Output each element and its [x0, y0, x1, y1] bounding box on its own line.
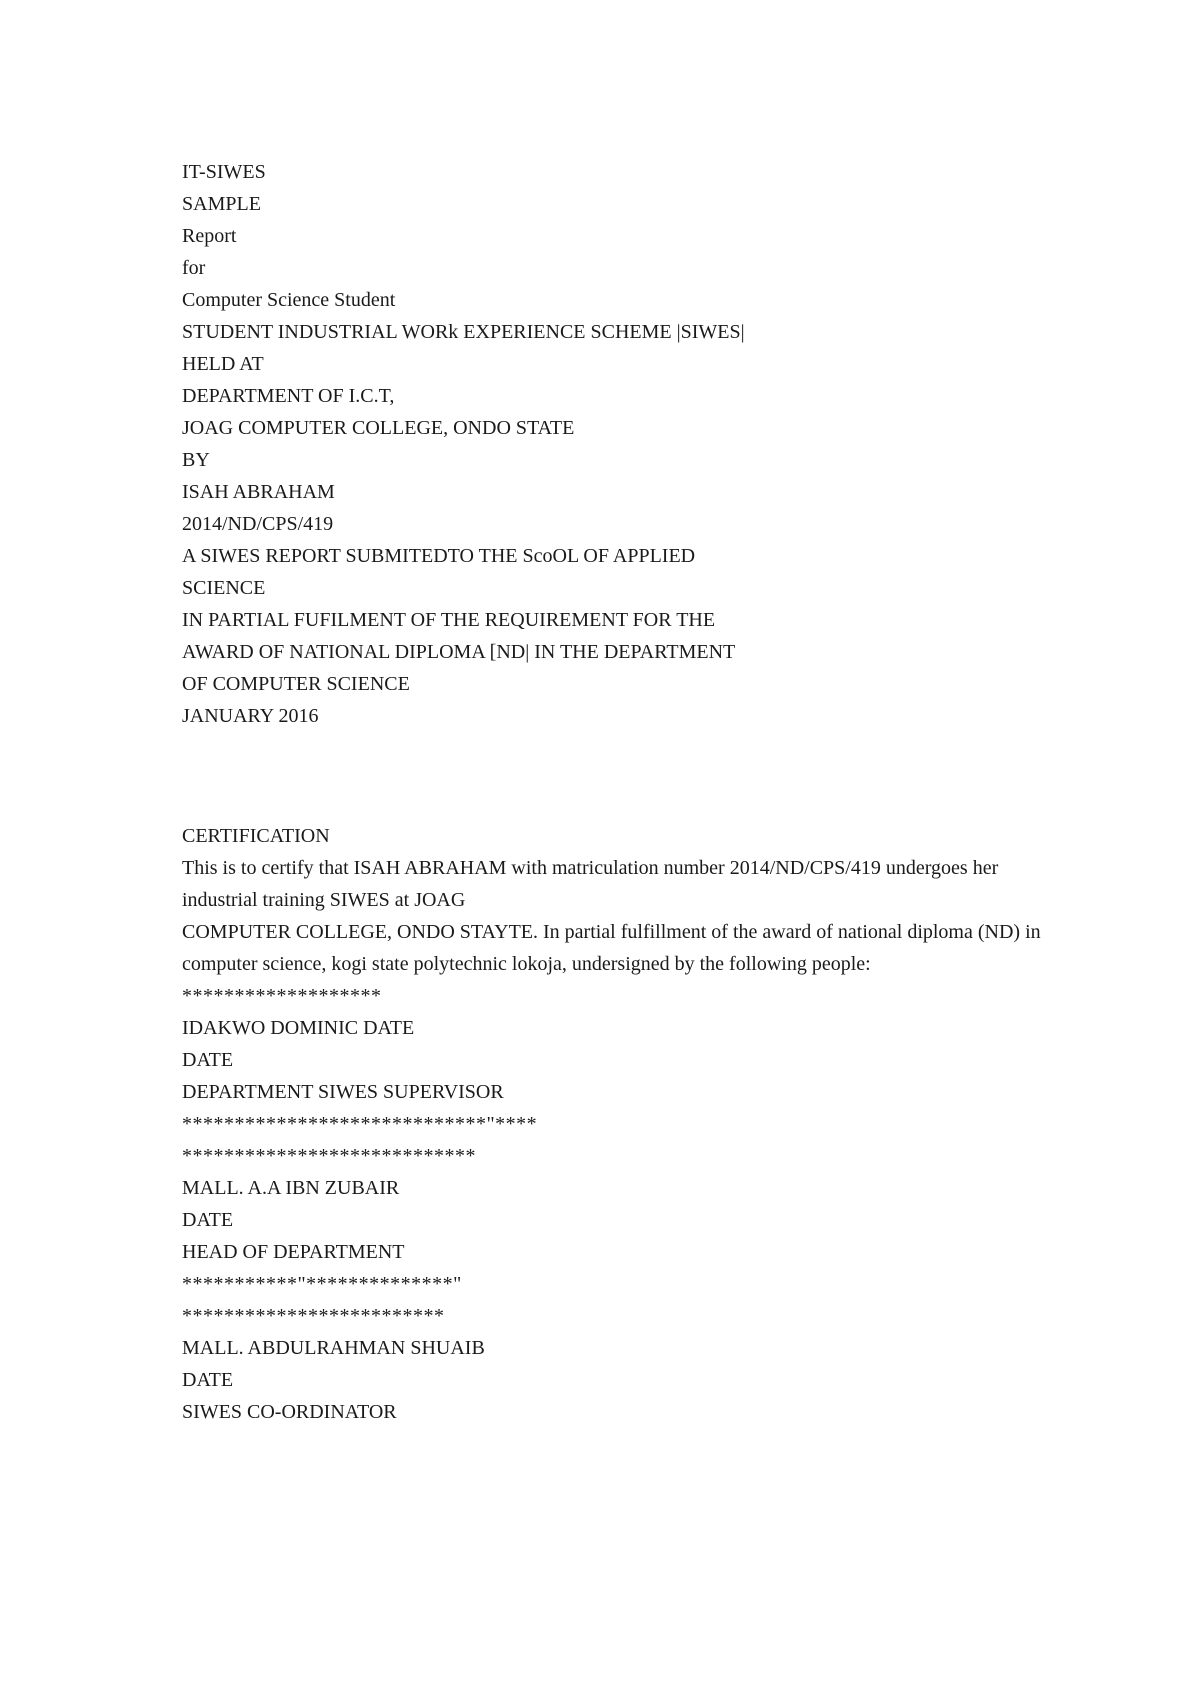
signatory-2-date: DATE: [182, 1209, 234, 1231]
cover-line-award: AWARD OF NATIONAL DIPLOMA [ND| IN THE DEPARTMENT: [182, 641, 736, 663]
cover-line-scheme: STUDENT INDUSTRIAL WORk EXPERIENCE SCHEME |SIWES|: [182, 321, 745, 343]
certification-paragraph-1: This is to certify that ISAH ABRAHAM with matriculation number 2014/ND/CPS/419 undergoes her industrial training SIWES at JOAG: [182, 857, 999, 911]
cover-page-text: [182, 156, 1052, 732]
cover-line-matric-number: 2014/ND/CPS/419: [182, 513, 334, 535]
signatory-3-role: SIWES CO-ORDINATOR: [182, 1401, 397, 1423]
signatory-2-role: HEAD OF DEPARTMENT: [182, 1241, 405, 1263]
cover-line-by: BY: [182, 449, 210, 471]
signature-line-1: *******************: [182, 985, 382, 1007]
signatory-3-date: DATE: [182, 1369, 234, 1391]
cover-line-sample: SAMPLE: [182, 193, 261, 215]
signatory-1-name: IDAKWO DOMINIC DATE: [182, 1017, 415, 1039]
cover-line-student-name: ISAH ABRAHAM: [182, 481, 335, 503]
certification-heading: CERTIFICATION: [182, 825, 330, 847]
signatory-1-role: DEPARTMENT SIWES SUPERVISOR: [182, 1081, 504, 1103]
certification-section: [182, 820, 1052, 1428]
cover-line-science: SCIENCE: [182, 577, 266, 599]
cover-line-college: JOAG COMPUTER COLLEGE, ONDO STATE: [182, 417, 575, 439]
signatory-2-name: MALL. A.A IBN ZUBAIR: [182, 1177, 400, 1199]
cover-line-department: DEPARTMENT OF I.C.T,: [182, 385, 395, 407]
cover-line-date: JANUARY 2016: [182, 705, 319, 727]
certification-paragraph-2: COMPUTER COLLEGE, ONDO STAYTE. In partial fulfillment of the award of national diploma (ND) in computer science, kogi state polytechnic lokoja, undersigned by the following people:: [182, 921, 1041, 975]
cover-line-cs-dept: OF COMPUTER SCIENCE: [182, 673, 410, 695]
signatory-1-date: DATE: [182, 1049, 234, 1071]
signature-line-3: ****************************: [182, 1145, 476, 1167]
cover-line-audience: Computer Science Student: [182, 289, 396, 311]
cover-line-for: for: [182, 257, 206, 279]
cover-line-held-at: HELD AT: [182, 353, 264, 375]
cover-line-program: IT-SIWES: [182, 161, 266, 183]
cover-line-submission: A SIWES REPORT SUBMITEDTO THE ScoOL OF APPLIED: [182, 545, 696, 567]
signatory-3-name: MALL. ABDULRAHMAN SHUAIB: [182, 1337, 485, 1359]
cover-line-report: Report: [182, 225, 237, 247]
signature-line-2: *****************************"****: [182, 1113, 538, 1135]
cover-line-fulfilment: IN PARTIAL FUFILMENT OF THE REQUIREMENT FOR THE: [182, 609, 716, 631]
signature-line-5: *************************: [182, 1305, 445, 1327]
signature-line-4: ***********"**************": [182, 1273, 462, 1295]
